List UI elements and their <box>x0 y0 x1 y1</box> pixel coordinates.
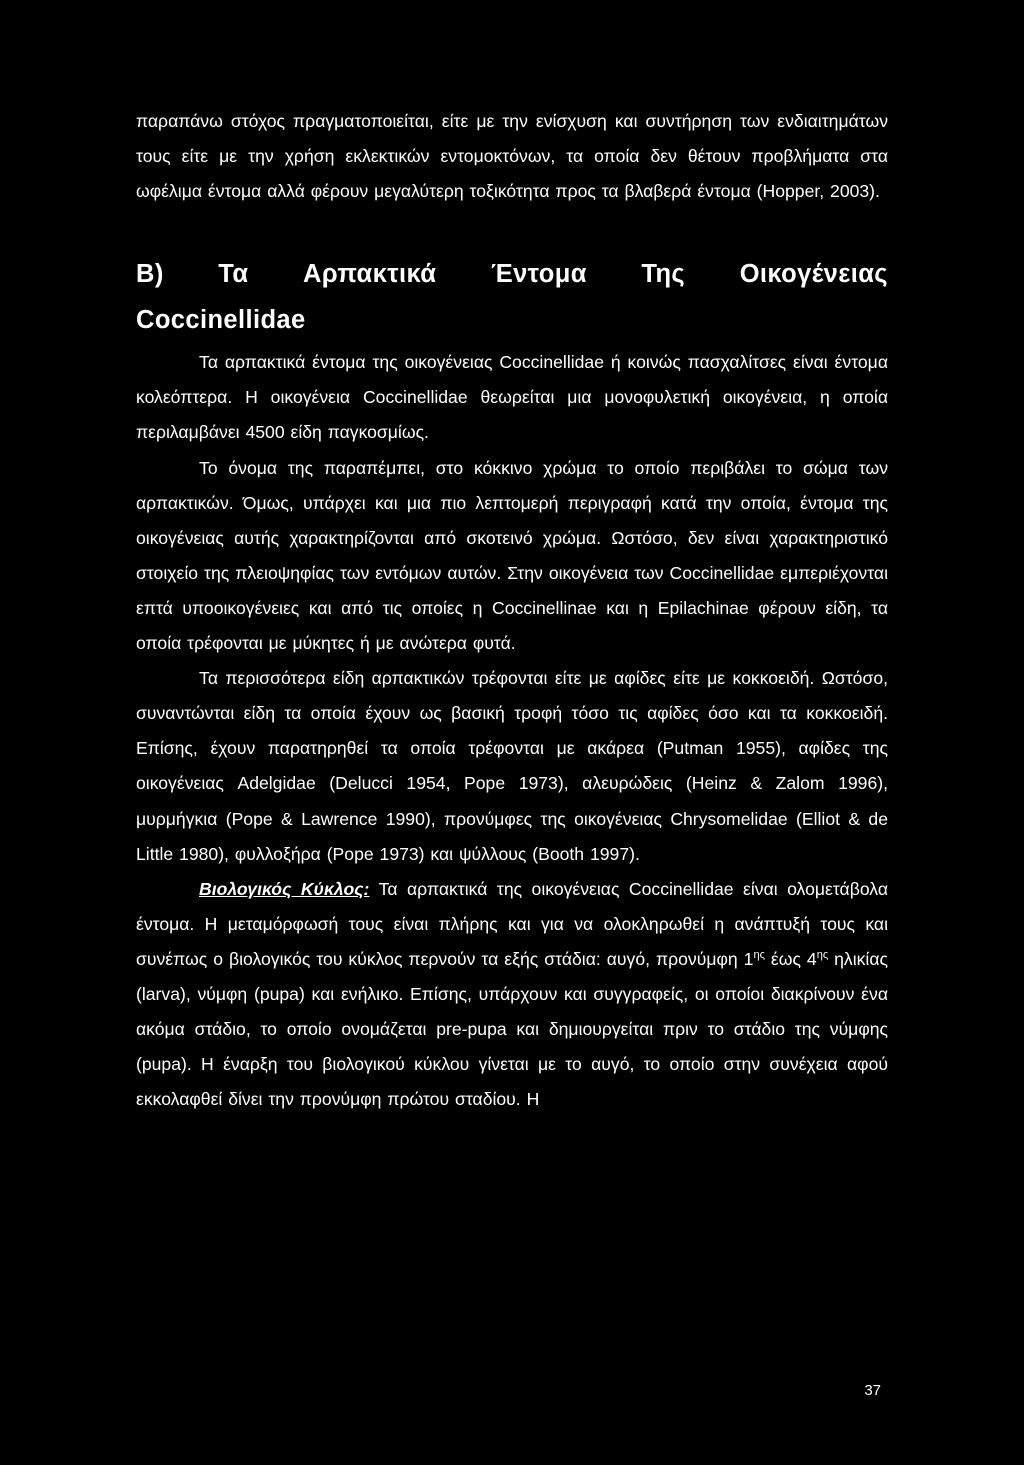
paragraph-diet: Τα περισσότερα είδη αρπακτικών τρέφονται είτε με αφίδες είτε με κοκκοειδή. Ωστόσο, συναντώνται είδη τα οποία έχουν ως βασική τροφή τόσο τις αφίδες όσο και τα κοκκοειδή. Επίσης, έχουν παρατηρηθεί τα οποία τρέφονται με ακάρεα (Putman 1955), αφίδες της οικογένειας Adelgidae (Delucci 1954, Pope 1973), αλευρώδεις (Heinz & Zalom 1996), μυρμήγκια (Pope & Lawrence 1990), προνύμφες της οικογένειας Chrysomelidae (Elliot & de Little 1980), φυλλοξήρα (Pope 1973) και ψύλλους (Booth 1997). <box>136 668 888 864</box>
paragraph-family-description: Τα αρπακτικά έντομα της οικογένειας Coccinellidae ή κοινώς πασχαλίτσες είναι έντομα κολεόπτερα. Η οικογένεια Coccinellidae θεωρείται μια μονοφυλετική οικογένεια, η οποία περιλαμβάνει 4500 είδη παγκοσμίως. <box>136 352 888 443</box>
heading-word: B) <box>136 260 164 289</box>
heading-word: Οικογένειας <box>739 260 888 289</box>
heading-line-2: Coccinellidae <box>136 306 306 335</box>
heading-word: Έντομα <box>490 260 587 289</box>
life-cycle-text-c: ηλικίας (larva), νύμφη (pupa) και ενήλικο. Επίσης, υπάρχουν και συγγραφείς, οι οποίοι διακρίνουν ένα ακόμα στάδιο, το οποίο ονομάζεται pre-pupa και δημιουργείται πριν το στάδιο της νύμφης (pupa). Η έναρξη του βιολογικού κύκλου γίνεται με το αυγό, το οποίο στην συνέχεια αφού εκκολαφθεί δίνει την προνύμφη πρώτου σταδίου. Η <box>136 948 888 1110</box>
heading-word: Της <box>641 260 686 289</box>
ordinal-suffix: ης <box>753 948 765 961</box>
life-cycle-label: Βιολογικός Κύκλος: <box>199 878 370 899</box>
heading-line-1 <box>136 251 888 297</box>
ordinal-suffix: ης <box>816 948 829 961</box>
heading-word: Τα <box>218 260 249 289</box>
paragraph-life-cycle <box>136 872 888 1118</box>
paragraph-name-origin: Το όνομα της παραπέμπει, στο κόκκινο χρώμα το οποίο περιβάλει το σώμα των αρπακτικών. Όμως, υπάρχει και μια πιο λεπτομερή περιγραφή κατά την οποία, έντομα της οικογένειας αυτής χαρακτηρίζονται από σκοτεινό χρώμα. Ωστόσο, δεν είναι χαρακτηριστικό στοιχείο της πλειοψηφίας των εντόμων αυτών. Στην οικογένεια των Coccinellidae εμπεριέχονται επτά υποοικογένειες και από τις οποίες η Coccinellinae και η Epilachinae φέρουν είδη, τα οποία τρέφονται με μύκητες ή με ανώτερα φυτά. <box>136 457 888 654</box>
life-cycle-text-a: Τα αρπακτικά της οικογένειας Coccinellidae είναι ολομετάβολα έντομα. Η μεταμόρφωσή τους είναι πλήρης και για να ολοκληρωθεί η ανάπτυξή τους και συνέπως ο βιολογικός του κύκλος περνούν τα εξής στάδια: αυγό, προνύμφη 1 <box>136 878 888 969</box>
heading-word: Αρπακτικά <box>303 260 437 289</box>
section-heading <box>136 251 888 343</box>
life-cycle-text-b: έως 4 <box>764 948 817 969</box>
page-number: 37 <box>864 1382 881 1399</box>
paragraph-intro-continuation: παραπάνω στόχος πραγματοποιείται, είτε με την ενίσχυση και συντήρηση των ενδιαιτημάτων τους είτε με την χρήση εκλεκτικών εντομοκτόνων, τα οποία δεν θέτουν προβλήματα στα ωφέλιμα έντομα αλλά φέρουν μεγαλύτερη τοξικότητα προς τα βλαβερά έντομα (Hopper, 2003). <box>136 111 888 202</box>
